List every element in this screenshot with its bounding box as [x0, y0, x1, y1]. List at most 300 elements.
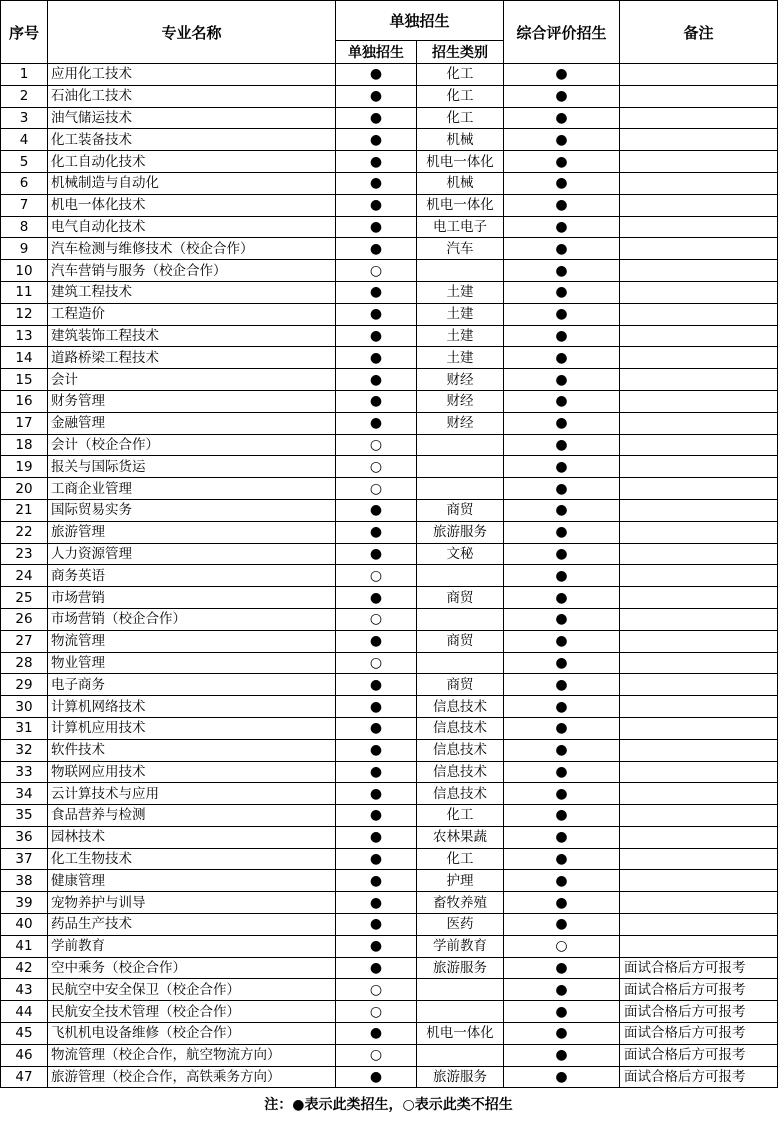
- row-remark: [620, 848, 778, 870]
- row-seq: 29: [1, 674, 48, 696]
- row-single-admission-mark: ●: [336, 238, 417, 260]
- row-single-admission-mark: ●: [336, 892, 417, 914]
- row-single-admission-mark: ●: [336, 696, 417, 718]
- header-admission-category: 招生类别: [417, 41, 504, 64]
- row-comprehensive-mark: ●: [504, 1066, 620, 1088]
- row-seq: 31: [1, 717, 48, 739]
- row-remark: [620, 783, 778, 805]
- row-single-admission-mark: ●: [336, 151, 417, 173]
- row-single-admission-mark: ○: [336, 608, 417, 630]
- row-remark: [620, 107, 778, 129]
- row-comprehensive-mark: ●: [504, 826, 620, 848]
- table-row: [1, 543, 778, 565]
- row-seq: 34: [1, 783, 48, 805]
- row-remark: [620, 456, 778, 478]
- row-major-name: 空中乘务（校企合作）: [48, 957, 336, 979]
- row-single-admission-mark: ●: [336, 805, 417, 827]
- row-seq: 17: [1, 412, 48, 434]
- row-admission-category: [417, 478, 504, 500]
- row-remark: [620, 652, 778, 674]
- row-seq: 42: [1, 957, 48, 979]
- row-major-name: 物业管理: [48, 652, 336, 674]
- row-comprehensive-mark: ●: [504, 805, 620, 827]
- row-admission-category: 护理: [417, 870, 504, 892]
- table-row: [1, 979, 778, 1001]
- table-row: [1, 674, 778, 696]
- row-admission-category: 机电一体化: [417, 194, 504, 216]
- row-comprehensive-mark: ●: [504, 848, 620, 870]
- row-major-name: 机电一体化技术: [48, 194, 336, 216]
- row-comprehensive-mark: ●: [504, 499, 620, 521]
- row-remark: [620, 521, 778, 543]
- row-comprehensive-mark: ●: [504, 281, 620, 303]
- row-single-admission-mark: ●: [336, 739, 417, 761]
- row-admission-category: 土建: [417, 281, 504, 303]
- row-admission-category: 旅游服务: [417, 957, 504, 979]
- row-remark: [620, 390, 778, 412]
- row-remark: [620, 696, 778, 718]
- row-single-admission-mark: ●: [336, 390, 417, 412]
- row-admission-category: 化工: [417, 805, 504, 827]
- row-comprehensive-mark: ●: [504, 1023, 620, 1045]
- row-major-name: 金融管理: [48, 412, 336, 434]
- row-admission-category: 信息技术: [417, 739, 504, 761]
- table-row: [1, 325, 778, 347]
- row-major-name: 汽车营销与服务（校企合作）: [48, 260, 336, 282]
- row-admission-category: 信息技术: [417, 783, 504, 805]
- row-comprehensive-mark: ○: [504, 935, 620, 957]
- row-admission-category: [417, 979, 504, 1001]
- row-remark: [620, 630, 778, 652]
- row-single-admission-mark: ●: [336, 85, 417, 107]
- row-admission-category: 商贸: [417, 630, 504, 652]
- row-seq: 4: [1, 129, 48, 151]
- row-single-admission-mark: ●: [336, 761, 417, 783]
- row-comprehensive-mark: ●: [504, 303, 620, 325]
- row-comprehensive-mark: ●: [504, 412, 620, 434]
- row-admission-category: 财经: [417, 369, 504, 391]
- row-major-name: 会计（校企合作）: [48, 434, 336, 456]
- row-seq: 25: [1, 587, 48, 609]
- row-single-admission-mark: ○: [336, 565, 417, 587]
- table-row: [1, 369, 778, 391]
- row-seq: 16: [1, 390, 48, 412]
- header-seq: 序号: [1, 1, 48, 64]
- row-seq: 30: [1, 696, 48, 718]
- table-row: [1, 499, 778, 521]
- table-row: [1, 216, 778, 238]
- row-remark: [620, 325, 778, 347]
- row-single-admission-mark: ●: [336, 347, 417, 369]
- row-major-name: 化工生物技术: [48, 848, 336, 870]
- table-row: [1, 434, 778, 456]
- row-seq: 24: [1, 565, 48, 587]
- row-major-name: 报关与国际货运: [48, 456, 336, 478]
- row-remark: [620, 739, 778, 761]
- row-major-name: 软件技术: [48, 739, 336, 761]
- row-comprehensive-mark: ●: [504, 1044, 620, 1066]
- row-major-name: 市场营销: [48, 587, 336, 609]
- row-remark: [620, 914, 778, 936]
- row-major-name: 建筑工程技术: [48, 281, 336, 303]
- table-row: [1, 826, 778, 848]
- row-admission-category: 学前教育: [417, 935, 504, 957]
- row-remark: [620, 64, 778, 86]
- table-row: [1, 608, 778, 630]
- row-seq: 28: [1, 652, 48, 674]
- row-seq: 40: [1, 914, 48, 936]
- table-row: [1, 565, 778, 587]
- row-admission-category: 信息技术: [417, 761, 504, 783]
- row-single-admission-mark: ●: [336, 935, 417, 957]
- table-row: [1, 347, 778, 369]
- row-single-admission-mark: ○: [336, 478, 417, 500]
- row-major-name: 应用化工技术: [48, 64, 336, 86]
- table-row: [1, 870, 778, 892]
- row-remark: [620, 805, 778, 827]
- table-row: [1, 957, 778, 979]
- row-single-admission-mark: ●: [336, 303, 417, 325]
- row-seq: 2: [1, 85, 48, 107]
- row-major-name: 工商企业管理: [48, 478, 336, 500]
- row-remark: [620, 412, 778, 434]
- row-remark: 面试合格后方可报考: [620, 1001, 778, 1023]
- row-single-admission-mark: ○: [336, 652, 417, 674]
- row-comprehensive-mark: ●: [504, 194, 620, 216]
- row-admission-category: 机械: [417, 129, 504, 151]
- table-row: [1, 1044, 778, 1066]
- row-admission-category: 电工电子: [417, 216, 504, 238]
- row-admission-category: 化工: [417, 848, 504, 870]
- row-admission-category: 畜牧养殖: [417, 892, 504, 914]
- row-seq: 8: [1, 216, 48, 238]
- row-remark: [620, 369, 778, 391]
- table-row: [1, 194, 778, 216]
- row-admission-category: 机械: [417, 172, 504, 194]
- row-single-admission-mark: ○: [336, 260, 417, 282]
- row-major-name: 云计算技术与应用: [48, 783, 336, 805]
- row-admission-category: 化工: [417, 107, 504, 129]
- row-major-name: 计算机网络技术: [48, 696, 336, 718]
- row-seq: 14: [1, 347, 48, 369]
- row-major-name: 宠物养护与训导: [48, 892, 336, 914]
- row-remark: [620, 543, 778, 565]
- table-row: [1, 151, 778, 173]
- row-single-admission-mark: ●: [336, 172, 417, 194]
- table-row: [1, 129, 778, 151]
- row-remark: 面试合格后方可报考: [620, 1066, 778, 1088]
- row-comprehensive-mark: ●: [504, 107, 620, 129]
- table-row: [1, 739, 778, 761]
- row-remark: [620, 129, 778, 151]
- row-comprehensive-mark: ●: [504, 151, 620, 173]
- row-single-admission-mark: ●: [336, 630, 417, 652]
- row-major-name: 化工装备技术: [48, 129, 336, 151]
- row-remark: [620, 151, 778, 173]
- row-seq: 35: [1, 805, 48, 827]
- row-remark: [620, 499, 778, 521]
- row-major-name: 民航空中安全保卫（校企合作）: [48, 979, 336, 1001]
- row-comprehensive-mark: ●: [504, 783, 620, 805]
- row-comprehensive-mark: ●: [504, 914, 620, 936]
- row-comprehensive-mark: ●: [504, 892, 620, 914]
- row-comprehensive-mark: ●: [504, 478, 620, 500]
- row-remark: 面试合格后方可报考: [620, 979, 778, 1001]
- row-single-admission-mark: ●: [336, 914, 417, 936]
- row-remark: 面试合格后方可报考: [620, 1044, 778, 1066]
- header-comprehensive-admission: 综合评价招生: [504, 1, 620, 64]
- table-row: [1, 107, 778, 129]
- row-admission-category: 医药: [417, 914, 504, 936]
- row-major-name: 市场营销（校企合作）: [48, 608, 336, 630]
- row-major-name: 学前教育: [48, 935, 336, 957]
- row-seq: 1: [1, 64, 48, 86]
- row-single-admission-mark: ○: [336, 1001, 417, 1023]
- table-row: [1, 456, 778, 478]
- row-admission-category: 化工: [417, 85, 504, 107]
- row-single-admission-mark: ●: [336, 216, 417, 238]
- row-remark: [620, 587, 778, 609]
- row-comprehensive-mark: ●: [504, 390, 620, 412]
- row-single-admission-mark: ●: [336, 107, 417, 129]
- row-remark: [620, 238, 778, 260]
- header-major-name: 专业名称: [48, 1, 336, 64]
- row-major-name: 园林技术: [48, 826, 336, 848]
- row-comprehensive-mark: ●: [504, 870, 620, 892]
- table-row: [1, 303, 778, 325]
- row-seq: 43: [1, 979, 48, 1001]
- row-comprehensive-mark: ●: [504, 347, 620, 369]
- row-comprehensive-mark: ●: [504, 521, 620, 543]
- table-row: [1, 281, 778, 303]
- row-comprehensive-mark: ●: [504, 761, 620, 783]
- row-comprehensive-mark: ●: [504, 434, 620, 456]
- row-seq: 33: [1, 761, 48, 783]
- table-row: [1, 914, 778, 936]
- row-admission-category: 文秘: [417, 543, 504, 565]
- row-comprehensive-mark: ●: [504, 674, 620, 696]
- row-major-name: 商务英语: [48, 565, 336, 587]
- row-admission-category: 财经: [417, 390, 504, 412]
- row-comprehensive-mark: ●: [504, 369, 620, 391]
- row-single-admission-mark: ○: [336, 456, 417, 478]
- row-comprehensive-mark: ●: [504, 587, 620, 609]
- row-remark: [620, 281, 778, 303]
- row-seq: 5: [1, 151, 48, 173]
- row-comprehensive-mark: ●: [504, 216, 620, 238]
- table-row: [1, 783, 778, 805]
- row-major-name: 财务管理: [48, 390, 336, 412]
- row-admission-category: 财经: [417, 412, 504, 434]
- row-seq: 45: [1, 1023, 48, 1045]
- table-row: [1, 892, 778, 914]
- row-comprehensive-mark: ●: [504, 630, 620, 652]
- table-row: [1, 717, 778, 739]
- row-single-admission-mark: ●: [336, 826, 417, 848]
- row-admission-category: [417, 652, 504, 674]
- row-major-name: 计算机应用技术: [48, 717, 336, 739]
- row-major-name: 国际贸易实务: [48, 499, 336, 521]
- row-remark: [620, 826, 778, 848]
- row-comprehensive-mark: ●: [504, 979, 620, 1001]
- row-single-admission-mark: ●: [336, 499, 417, 521]
- row-major-name: 电气自动化技术: [48, 216, 336, 238]
- row-admission-category: 农林果蔬: [417, 826, 504, 848]
- row-seq: 21: [1, 499, 48, 521]
- row-major-name: 旅游管理（校企合作，高铁乘务方向）: [48, 1066, 336, 1088]
- row-admission-category: [417, 260, 504, 282]
- table-row: [1, 521, 778, 543]
- row-single-admission-mark: ●: [336, 674, 417, 696]
- row-remark: [620, 892, 778, 914]
- table-row: [1, 805, 778, 827]
- row-major-name: 健康管理: [48, 870, 336, 892]
- row-admission-category: 旅游服务: [417, 1066, 504, 1088]
- row-remark: [620, 717, 778, 739]
- row-major-name: 道路桥梁工程技术: [48, 347, 336, 369]
- table-row: [1, 630, 778, 652]
- row-remark: [620, 194, 778, 216]
- row-seq: 9: [1, 238, 48, 260]
- row-seq: 22: [1, 521, 48, 543]
- row-seq: 20: [1, 478, 48, 500]
- row-major-name: 工程造价: [48, 303, 336, 325]
- row-single-admission-mark: ●: [336, 587, 417, 609]
- row-single-admission-mark: ●: [336, 64, 417, 86]
- row-major-name: 机械制造与自动化: [48, 172, 336, 194]
- row-seq: 18: [1, 434, 48, 456]
- row-admission-category: 商贸: [417, 499, 504, 521]
- row-seq: 47: [1, 1066, 48, 1088]
- row-single-admission-mark: ●: [336, 957, 417, 979]
- row-admission-category: 土建: [417, 347, 504, 369]
- table-row: [1, 1001, 778, 1023]
- row-comprehensive-mark: ●: [504, 172, 620, 194]
- row-seq: 32: [1, 739, 48, 761]
- row-remark: [620, 608, 778, 630]
- row-remark: [620, 674, 778, 696]
- table-row: [1, 238, 778, 260]
- row-seq: 11: [1, 281, 48, 303]
- row-seq: 12: [1, 303, 48, 325]
- row-major-name: 物流管理（校企合作，航空物流方向）: [48, 1044, 336, 1066]
- table-row: [1, 412, 778, 434]
- header-remark: 备注: [620, 1, 778, 64]
- row-single-admission-mark: ●: [336, 369, 417, 391]
- row-comprehensive-mark: ●: [504, 652, 620, 674]
- row-major-name: 油气储运技术: [48, 107, 336, 129]
- row-remark: 面试合格后方可报考: [620, 957, 778, 979]
- row-major-name: 食品营养与检测: [48, 805, 336, 827]
- row-single-admission-mark: ●: [336, 870, 417, 892]
- row-single-admission-mark: ●: [336, 783, 417, 805]
- row-remark: [620, 870, 778, 892]
- table-header: [1, 1, 778, 64]
- row-single-admission-mark: ●: [336, 194, 417, 216]
- row-admission-category: [417, 434, 504, 456]
- row-remark: [620, 347, 778, 369]
- row-single-admission-mark: ○: [336, 1044, 417, 1066]
- row-admission-category: [417, 1044, 504, 1066]
- row-remark: [620, 303, 778, 325]
- row-remark: [620, 216, 778, 238]
- table-row: [1, 696, 778, 718]
- row-major-name: 物流管理: [48, 630, 336, 652]
- table-row: [1, 390, 778, 412]
- row-admission-category: 旅游服务: [417, 521, 504, 543]
- row-admission-category: 土建: [417, 303, 504, 325]
- row-seq: 6: [1, 172, 48, 194]
- row-remark: [620, 172, 778, 194]
- row-remark: [620, 85, 778, 107]
- row-admission-category: 化工: [417, 64, 504, 86]
- row-remark: [620, 565, 778, 587]
- row-comprehensive-mark: ●: [504, 739, 620, 761]
- row-admission-category: 机电一体化: [417, 1023, 504, 1045]
- row-seq: 19: [1, 456, 48, 478]
- table-row: [1, 935, 778, 957]
- row-seq: 7: [1, 194, 48, 216]
- table-row: [1, 172, 778, 194]
- table-row: [1, 1066, 778, 1088]
- row-seq: 39: [1, 892, 48, 914]
- row-single-admission-mark: ●: [336, 848, 417, 870]
- row-major-name: 物联网应用技术: [48, 761, 336, 783]
- row-single-admission-mark: ○: [336, 434, 417, 456]
- table-row: [1, 260, 778, 282]
- row-major-name: 化工自动化技术: [48, 151, 336, 173]
- row-admission-category: 土建: [417, 325, 504, 347]
- row-remark: [620, 761, 778, 783]
- row-single-admission-mark: ●: [336, 543, 417, 565]
- row-comprehensive-mark: ●: [504, 325, 620, 347]
- row-seq: 41: [1, 935, 48, 957]
- row-seq: 38: [1, 870, 48, 892]
- row-seq: 46: [1, 1044, 48, 1066]
- row-seq: 27: [1, 630, 48, 652]
- row-remark: [620, 935, 778, 957]
- row-single-admission-mark: ●: [336, 129, 417, 151]
- row-single-admission-mark: ●: [336, 1023, 417, 1045]
- row-comprehensive-mark: ●: [504, 957, 620, 979]
- legend-note: 注：●表示此类招生，○表示此类不招生: [264, 1097, 513, 1113]
- row-major-name: 人力资源管理: [48, 543, 336, 565]
- table-row: [1, 64, 778, 86]
- row-seq: 23: [1, 543, 48, 565]
- row-major-name: 汽车检测与维修技术（校企合作）: [48, 238, 336, 260]
- row-seq: 10: [1, 260, 48, 282]
- row-seq: 37: [1, 848, 48, 870]
- row-single-admission-mark: ●: [336, 325, 417, 347]
- row-comprehensive-mark: ●: [504, 64, 620, 86]
- table-row: [1, 848, 778, 870]
- row-admission-category: 商贸: [417, 587, 504, 609]
- row-single-admission-mark: ●: [336, 521, 417, 543]
- row-seq: 36: [1, 826, 48, 848]
- row-remark: [620, 478, 778, 500]
- row-admission-category: [417, 1001, 504, 1023]
- row-major-name: 建筑装饰工程技术: [48, 325, 336, 347]
- row-comprehensive-mark: ●: [504, 238, 620, 260]
- row-remark: 面试合格后方可报考: [620, 1023, 778, 1045]
- row-comprehensive-mark: ●: [504, 543, 620, 565]
- row-seq: 13: [1, 325, 48, 347]
- row-seq: 26: [1, 608, 48, 630]
- row-comprehensive-mark: ●: [504, 456, 620, 478]
- row-major-name: 石油化工技术: [48, 85, 336, 107]
- row-single-admission-mark: ●: [336, 281, 417, 303]
- row-admission-category: [417, 456, 504, 478]
